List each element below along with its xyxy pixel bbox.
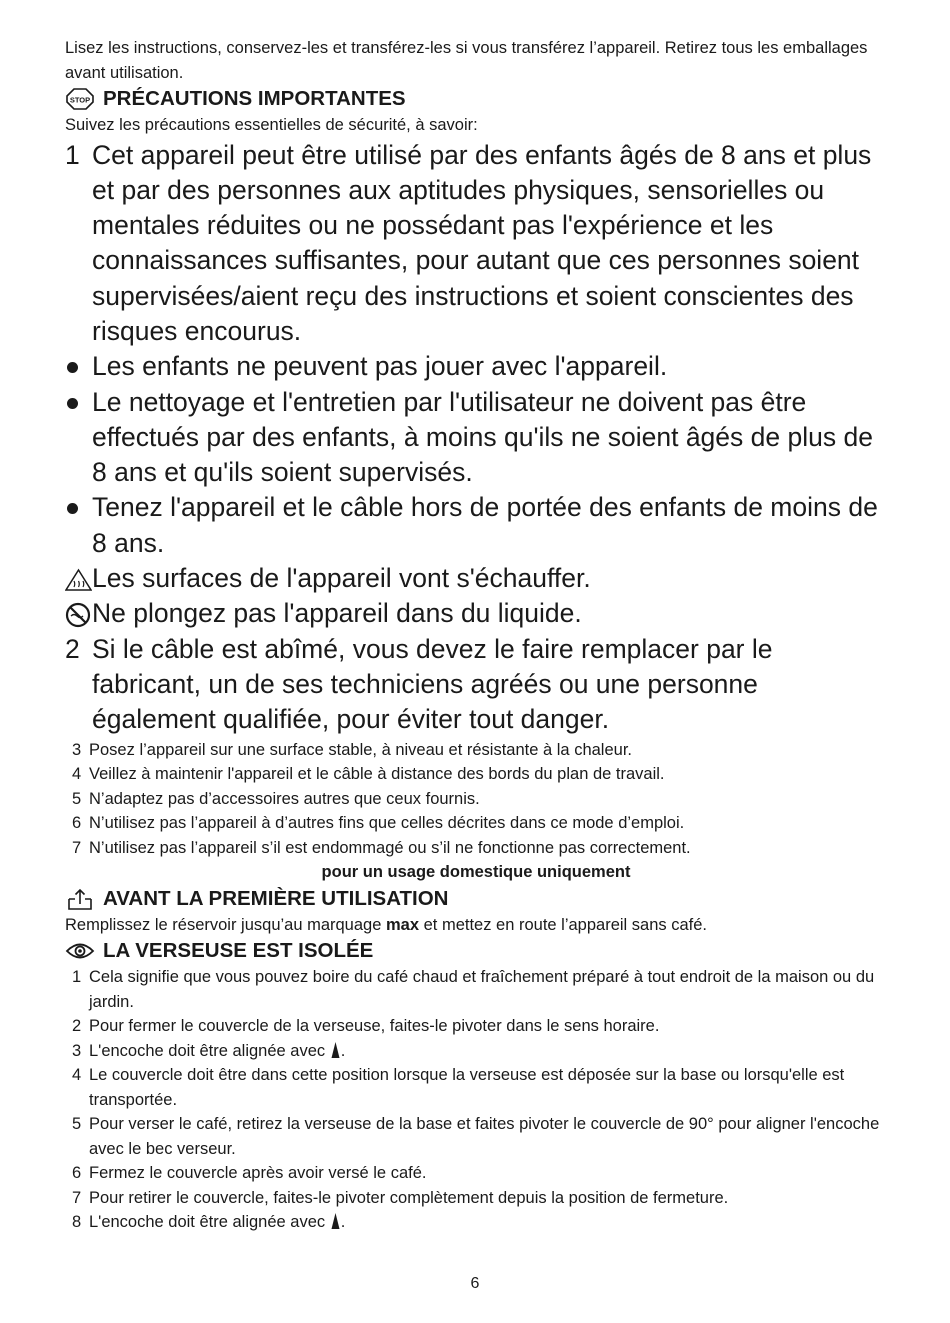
eye-icon — [65, 939, 95, 963]
precautions-heading — [65, 85, 887, 113]
carafe-list — [65, 965, 887, 1235]
precaution-item-7 — [65, 836, 887, 861]
item-number: 2 — [72, 1017, 82, 1036]
domestic-use-note: pour un usage domestique uniquement — [321, 863, 631, 882]
item-number: 4 — [72, 1066, 82, 1085]
item-text: Pour retirer le couvercle, faites-le pivoter complètement depuis la position de fermeture. — [89, 1188, 729, 1207]
precaution-bullet-children-play — [65, 349, 887, 384]
item-number: 6 — [72, 814, 82, 833]
manual-page — [65, 36, 887, 1235]
max-label: max — [385, 915, 420, 934]
carafe-item-6 — [65, 1161, 887, 1186]
first-use-text-after: et mettez en route l’appareil sans café. — [419, 915, 708, 934]
item-text: L'encoche doit être alignée avec — [89, 1041, 330, 1060]
page-number: 6 — [470, 1275, 480, 1292]
item-text: Posez l’appareil sur une surface stable, à niveau et résistante à la chaleur. — [89, 740, 632, 759]
item-number: 3 — [72, 1041, 82, 1060]
item-text-wrap — [89, 1039, 887, 1064]
precaution-item-6 — [65, 811, 887, 836]
carafe-item-7 — [65, 1186, 887, 1211]
item-text: Cet appareil peut être utilisé par des enfants âgés de 8 ans et plus et par des personnes aux aptitudes physiques, sensorielles ou mentales réduites ou ne possédant pas l'expérience et les connaissances suffisantes, pour autant que ces personnes soient supervisées/aient reçu des instructions et soient conscientes des risques encourus. — [92, 139, 872, 346]
item-text: Ne plongez pas l'appareil dans du liquide. — [92, 598, 582, 629]
notch-marker-icon — [331, 1041, 340, 1059]
item-text: Pour verser le café, retirez la verseuse de la base et faites pivoter le couvercle de 90° pour aligner l'encoche avec le bec verseur. — [89, 1115, 880, 1158]
big-precautions-list — [65, 138, 887, 738]
item-text: Veillez à maintenir l'appareil et le câble à distance des bords du plan de travail. — [89, 765, 665, 784]
precaution-item-1 — [65, 138, 887, 350]
item-text: Les enfants ne peuvent pas jouer avec l'appareil. — [92, 351, 668, 382]
item-number: 4 — [72, 765, 82, 784]
notch-marker-icon — [331, 1212, 340, 1230]
first-use-text — [65, 913, 887, 938]
carafe-item-4 — [65, 1063, 887, 1112]
stop-icon — [65, 87, 95, 111]
item-text: Fermez le couvercle après avoir versé le café. — [89, 1164, 427, 1183]
intro-text: Lisez les instructions, conservez-les et transférez-les si vous transférez l’appareil. Retirez tous les emballages avant utilisation. — [65, 39, 868, 82]
precaution-item-3 — [65, 738, 887, 763]
hot-surface-icon — [65, 561, 92, 596]
precaution-hot-surface — [65, 561, 887, 596]
first-use-text-before: Remplissez le réservoir jusqu’au marquage — [65, 915, 386, 934]
precaution-bullet-cleaning — [65, 385, 887, 491]
bullet-icon — [67, 398, 78, 409]
item-number: 2 — [65, 633, 80, 664]
item-text: Tenez l'appareil et le câble hors de portée des enfants de moins de 8 ans. — [92, 492, 878, 558]
first-use-title: AVANT LA PREMIÈRE UTILISATION — [103, 886, 449, 910]
precautions-subtitle: Suivez les précautions essentielles de sécurité, à savoir: — [65, 116, 478, 134]
item-text: L'encoche doit être alignée avec — [89, 1213, 330, 1232]
carafe-item-1 — [65, 965, 887, 1014]
item-text: Pour fermer le couvercle de la verseuse, faites-le pivoter dans le sens horaire. — [89, 1017, 660, 1036]
precautions-title: PRÉCAUTIONS IMPORTANTES — [103, 87, 406, 110]
item-text: Cela signifie que vous pouvez boire du café chaud et fraîchement préparé à tout endroit de la maison ou du jardin. — [89, 968, 875, 1011]
precaution-item-4 — [65, 762, 887, 787]
item-text: Le couvercle doit être dans cette position lorsque la verseuse est déposée sur la base ou lorsqu'elle est transportée. — [89, 1066, 845, 1109]
item-number: 1 — [72, 968, 82, 987]
precaution-no-immerse — [65, 596, 887, 631]
item-text: Le nettoyage et l'entretien par l'utilisateur ne doivent pas être effectués par des enfants, à moins qu'ils ne soient âgés de plus de 8 ans et qu'ils soient supervisés. — [92, 386, 873, 488]
bullet-icon — [67, 503, 78, 514]
item-number: 5 — [72, 1115, 82, 1134]
item-text: N’utilisez pas l’appareil s’il est endommagé ou s’il ne fonctionne pas correctement. — [89, 838, 691, 857]
item-text: N’utilisez pas l’appareil à d’autres fins que celles décrites dans ce mode d’emploi. — [89, 814, 685, 833]
svg-text:STOP: STOP — [69, 95, 91, 105]
small-precautions-list — [65, 738, 887, 885]
item-suffix: . — [340, 1213, 346, 1232]
carafe-title: LA VERSEUSE EST ISOLÉE — [103, 939, 374, 963]
carafe-item-8 — [65, 1210, 887, 1235]
item-number: 5 — [72, 789, 82, 808]
item-number: 1 — [65, 139, 80, 170]
item-number: 8 — [72, 1213, 82, 1232]
item-text-wrap — [89, 1210, 887, 1235]
unbox-icon — [65, 887, 95, 911]
carafe-item-5 — [65, 1112, 887, 1161]
item-suffix: . — [340, 1041, 346, 1060]
item-number: 7 — [72, 1188, 82, 1207]
bullet-icon — [67, 362, 78, 373]
carafe-item-2 — [65, 1014, 887, 1039]
carafe-heading — [65, 937, 887, 965]
no-immerse-icon — [65, 596, 92, 631]
item-text: Les surfaces de l'appareil vont s'échauffer. — [92, 563, 591, 594]
item-number: 6 — [72, 1164, 82, 1183]
item-number: 3 — [72, 740, 82, 759]
carafe-item-3 — [65, 1039, 887, 1064]
item-number: 7 — [72, 838, 82, 857]
item-text: N’adaptez pas d’accessoires autres que ceux fournis. — [89, 789, 480, 808]
item-text: Si le câble est abîmé, vous devez le faire remplacer par le fabricant, un de ses techniciens agréés ou une personne également qualifiée, pour éviter tout danger. — [92, 633, 773, 735]
precaution-item-2 — [65, 632, 887, 738]
first-use-heading — [65, 885, 887, 913]
precaution-bullet-reach — [65, 490, 887, 561]
precaution-item-5 — [65, 787, 887, 812]
